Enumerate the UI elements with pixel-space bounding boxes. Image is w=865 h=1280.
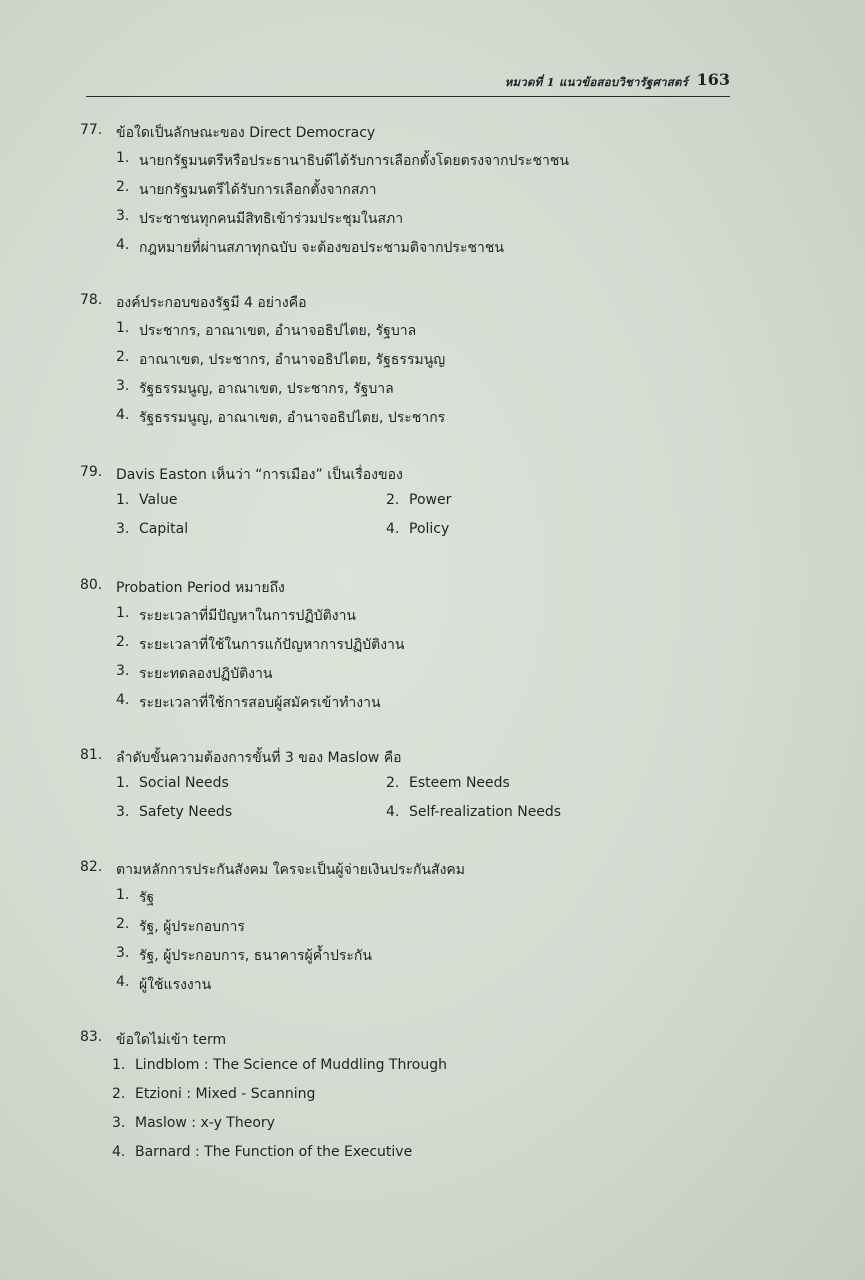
option-text: ประชากร, อาณาเขต, อำนาจอธิปไตย, รัฐบาล	[139, 323, 417, 339]
option-text: Lindblom : The Science of Muddling Through	[135, 1057, 447, 1073]
question-81	[80, 747, 720, 833]
question-79	[80, 464, 720, 550]
option-grid	[116, 492, 720, 550]
option	[116, 150, 720, 179]
question-80	[80, 577, 720, 721]
option	[116, 237, 720, 266]
option-number: 1.	[116, 605, 130, 621]
option-number: 1.	[116, 887, 130, 903]
option-text: ผู้ใช้แรงงาน	[139, 977, 212, 993]
option-number: 4.	[112, 1144, 126, 1160]
option	[386, 521, 656, 550]
page-number: 163	[696, 70, 730, 89]
question-stem	[80, 464, 720, 492]
option	[116, 378, 720, 407]
question-number: 81.	[80, 747, 103, 763]
question-number: 83.	[80, 1029, 103, 1045]
page-header	[86, 68, 730, 97]
option-text: Maslow : x-y Theory	[135, 1115, 275, 1131]
option	[116, 605, 720, 634]
option-number: 2.	[116, 634, 130, 650]
option-number: 4.	[116, 237, 130, 253]
option	[116, 945, 720, 974]
question-text: ตามหลักการประกันสังคม ใครจะเป็นผู้จ่ายเงินประกันสังคม	[116, 862, 466, 878]
option-number: 3.	[116, 208, 130, 224]
option-number: 3.	[116, 378, 130, 394]
option-text: Etzioni : Mixed - Scanning	[135, 1086, 316, 1102]
option-list	[116, 605, 720, 721]
option-text: ประชาชนทุกคนมีสิทธิเข้าร่วมประชุมในสภา	[139, 211, 404, 227]
question-number: 78.	[80, 292, 103, 308]
question-text: Probation Period หมายถึง	[116, 580, 285, 596]
question-78	[80, 292, 720, 436]
option-number: 3.	[112, 1115, 126, 1131]
option	[116, 974, 720, 1003]
option	[116, 887, 720, 916]
question-text: ข้อใดเป็นลักษณะของ Direct Democracy	[116, 125, 376, 141]
option-number: 2.	[116, 179, 130, 195]
question-stem	[80, 859, 720, 887]
question-text: Davis Easton เห็นว่า “การเมือง” เป็นเรื่องของ	[116, 467, 403, 483]
option-number: 1.	[112, 1057, 126, 1073]
option-text: Social Needs	[139, 775, 229, 791]
question-text: องค์ประกอบของรัฐมี 4 อย่างคือ	[116, 295, 307, 311]
option-list	[112, 1057, 720, 1173]
option-text: Esteem Needs	[409, 775, 510, 791]
question-82	[80, 859, 720, 1003]
option	[116, 692, 720, 721]
option	[386, 492, 656, 521]
question-83	[80, 1029, 720, 1173]
option	[112, 1057, 720, 1086]
option-number: 4.	[386, 804, 400, 820]
option-number: 2.	[112, 1086, 126, 1102]
option-text: นายกรัฐมนตรีได้รับการเลือกตั้งจากสภา	[139, 182, 377, 198]
option	[116, 663, 720, 692]
option-number: 4.	[116, 974, 130, 990]
option	[116, 407, 720, 436]
option-text: Barnard : The Function of the Executive	[135, 1144, 413, 1160]
option-number: 4.	[386, 521, 400, 537]
option	[116, 916, 720, 945]
question-stem	[80, 577, 720, 605]
option-number: 1.	[116, 150, 130, 166]
option-grid	[116, 775, 720, 833]
option-text: อาณาเขต, ประชากร, อำนาจอธิปไตย, รัฐธรรมนูญ	[139, 352, 446, 368]
option-text: รัฐธรรมนูญ, อาณาเขต, ประชากร, รัฐบาล	[139, 381, 394, 397]
option-number: 3.	[116, 945, 130, 961]
question-number: 79.	[80, 464, 103, 480]
option-number: 1.	[116, 492, 130, 508]
question-number: 82.	[80, 859, 103, 875]
option-text: Policy	[409, 521, 450, 537]
question-number: 80.	[80, 577, 103, 593]
option	[386, 804, 656, 833]
option-number: 2.	[386, 775, 400, 791]
option	[112, 1115, 720, 1144]
option	[116, 349, 720, 378]
option	[116, 804, 386, 833]
question-stem	[80, 122, 720, 150]
option	[116, 208, 720, 237]
option-text: รัฐ	[139, 890, 155, 906]
option	[112, 1144, 720, 1173]
option-number: 1.	[116, 775, 130, 791]
option	[116, 179, 720, 208]
option-number: 3.	[116, 804, 130, 820]
question-stem	[80, 747, 720, 775]
option	[116, 492, 386, 521]
option	[116, 634, 720, 663]
option-list	[116, 150, 720, 266]
option	[112, 1086, 720, 1115]
option-text: รัฐ, ผู้ประกอบการ, ธนาคารผู้ค้ำประกัน	[139, 948, 372, 964]
question-text: ลำดับขั้นความต้องการขั้นที่ 3 ของ Maslow คือ	[116, 750, 402, 766]
option-text: รัฐธรรมนูญ, อาณาเขต, อำนาจอธิปไตย, ประชากร	[139, 410, 446, 426]
option	[116, 521, 386, 550]
option-text: นายกรัฐมนตรีหรือประธานาธิบดีได้รับการเลือกตั้งโดยตรงจากประชาชน	[139, 153, 569, 169]
option-text: กฎหมายที่ผ่านสภาทุกฉบับ จะต้องขอประชามติจากประชาชน	[139, 240, 504, 256]
running-head: หมวดที่ 1 แนวข้อสอบวิชารัฐศาสตร์	[504, 75, 688, 89]
option-text: Self-realization Needs	[409, 804, 562, 820]
option-text: ระยะเวลาที่ใช้ในการแก้ปัญหาการปฏิบัติงาน	[139, 637, 405, 653]
option-number: 4.	[116, 407, 130, 423]
option-list	[116, 320, 720, 436]
question-number: 77.	[80, 122, 103, 138]
option-number: 3.	[116, 663, 130, 679]
option-text: ระยะเวลาที่มีปัญหาในการปฏิบัติงาน	[139, 608, 357, 624]
option-text: ระยะทดลองปฏิบัติงาน	[139, 666, 273, 682]
option-number: 2.	[386, 492, 400, 508]
option-text: ระยะเวลาที่ใช้การสอบผู้สมัครเข้าทำงาน	[139, 695, 381, 711]
option-number: 3.	[116, 521, 130, 537]
option-list	[116, 887, 720, 1003]
question-77	[80, 122, 720, 266]
option	[116, 775, 386, 804]
option-text: Power	[409, 492, 452, 508]
option-number: 1.	[116, 320, 130, 336]
option-number: 4.	[116, 692, 130, 708]
option-text: Safety Needs	[139, 804, 233, 820]
option-text: Value	[139, 492, 178, 508]
option	[116, 320, 720, 349]
question-stem	[80, 1029, 720, 1057]
question-text: ข้อใดไม่เข้า term	[116, 1032, 227, 1048]
question-stem	[80, 292, 720, 320]
option	[386, 775, 656, 804]
option-text: รัฐ, ผู้ประกอบการ	[139, 919, 245, 935]
option-text: Capital	[139, 521, 189, 537]
option-number: 2.	[116, 916, 130, 932]
option-number: 2.	[116, 349, 130, 365]
